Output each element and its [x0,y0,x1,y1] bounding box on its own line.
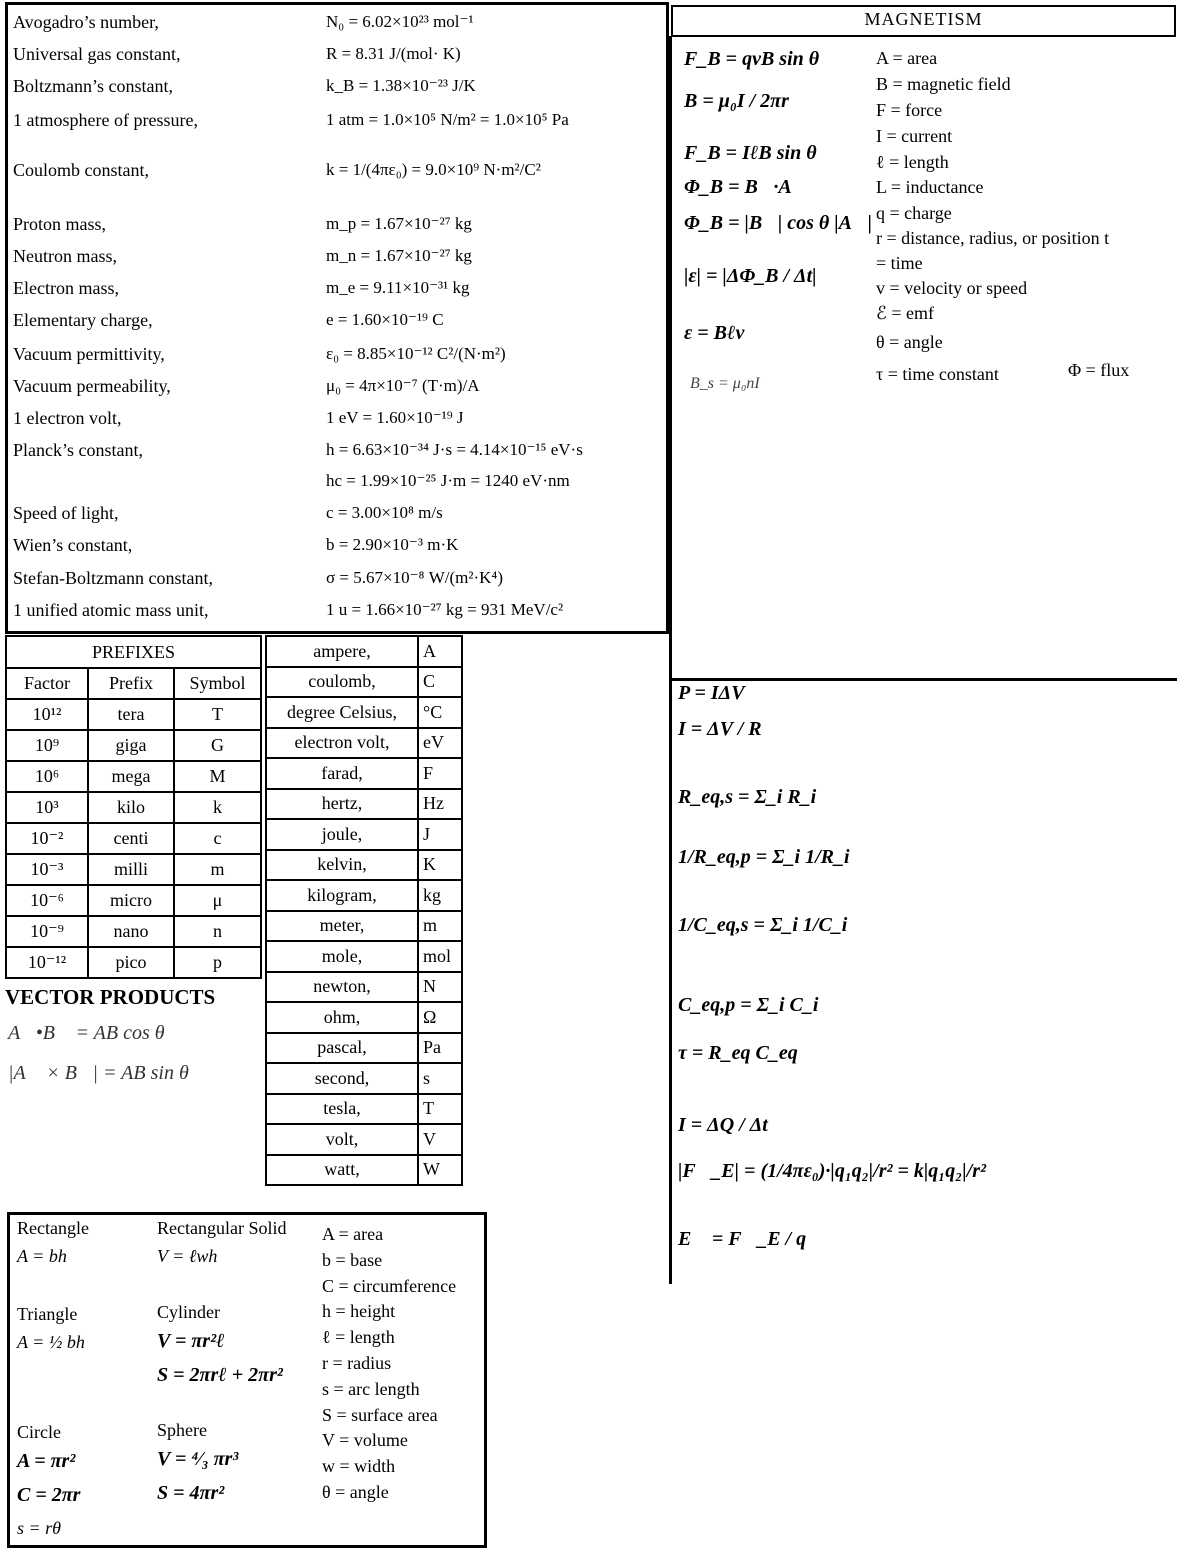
mag-eq-5: |ε| = |ΔΦ_B / Δt| [684,265,817,287]
shape-formula-5-0: V = ⁴⁄₃ πr³ [157,1448,239,1470]
geometry-var-2: C = circumference [322,1275,457,1296]
unit-row [266,972,462,1003]
unit-name-17: watt, [266,1155,418,1186]
circuit-eq-0: P = IΔV [678,682,745,704]
prefix-cell-6-0: 10⁻⁶ [6,885,88,916]
mag-eq-4: Φ_B = |B⃗| cos θ |A⃗| [684,212,872,234]
shape-name-0: Rectangle [17,1218,89,1238]
constant-name-3: 1 atmosphere of pressure, [13,110,198,130]
prefix-row [6,792,261,823]
prefix-row [6,947,261,978]
unit-name-6: joule, [266,819,418,850]
prefix-header-factor: Factor [6,668,88,699]
unit-name-7: kelvin, [266,850,418,881]
unit-symbol-17: W [418,1155,462,1186]
magnetism-bottom-rule [671,678,1177,681]
unit-name-11: newton, [266,972,418,1003]
unit-row [266,789,462,820]
mag-var-1: B = magnetic field [876,74,1011,94]
unit-symbol-12: Ω [418,1002,462,1033]
mag-var-4: ℓ = length [876,152,949,172]
mag-var-10: ℰ = emf [876,303,935,323]
prefix-cell-5-0: 10⁻³ [6,854,88,885]
prefix-cell-8-2: p [174,947,261,978]
circuit-eq-8: |F⃗_E| = (1/4πε₀)·|q₁q₂|/r² = k|q₁q₂|/r² [678,1160,986,1182]
constant-value-9: ε₀ = 8.85×10⁻¹² C²/(N·m²) [326,344,506,363]
prefix-cell-0-0: 10¹² [6,699,88,730]
unit-symbol-6: J [418,819,462,850]
constant-value-3: 1 atm = 1.0×10⁵ N/m² = 1.0×10⁵ Pa [326,110,569,129]
geometry-var-0: A = area [322,1224,384,1244]
unit-name-12: ohm, [266,1002,418,1033]
unit-row [266,880,462,911]
constant-name-2: Boltzmann’s constant, [13,76,173,96]
geometry-var-6: s = arc length [322,1378,420,1399]
prefix-cell-7-1: nano [88,916,174,947]
prefix-row [6,761,261,792]
unit-row [266,1002,462,1033]
unit-symbol-2: °C [418,697,462,728]
circuit-eq-4: 1/C_eq,s = Σ_i 1/C_i [678,914,848,936]
prefix-cell-3-0: 10³ [6,792,88,823]
constant-name-8: Elementary charge, [13,310,153,330]
units-table [265,635,463,1186]
shape-formula-1-0: V = ℓwh [157,1246,218,1266]
prefix-header-prefix: Prefix [88,668,174,699]
constant-value-0: N₀ = 6.02×10²³ mol⁻¹ [326,12,474,31]
circuit-eq-7: I = ΔQ / Δt [678,1114,768,1136]
mag-flux: Φ = flux [1068,360,1130,380]
unit-row [266,728,462,759]
mag-var-3: I = current [876,126,953,146]
unit-name-13: pascal, [266,1033,418,1064]
unit-symbol-5: Hz [418,789,462,820]
unit-row [266,1124,462,1155]
prefix-cell-0-2: T [174,699,261,730]
unit-name-4: farad, [266,758,418,789]
circuit-eq-2: R_eq,s = Σ_i R_i [678,786,817,808]
mag-eq-7: B_s = μ₀nI [690,375,760,392]
unit-name-15: tesla, [266,1094,418,1125]
shape-formula-2-0: A = ½ bh [17,1332,85,1352]
constant-name-4: Coulomb constant, [13,160,149,180]
prefix-cell-4-2: c [174,823,261,854]
shape-name-3: Cylinder [157,1302,220,1322]
geometry-var-5: r = radius [322,1353,392,1373]
unit-symbol-11: N [418,972,462,1003]
shape-name-2: Triangle [17,1304,78,1324]
prefix-cell-2-2: M [174,761,261,792]
prefix-cell-2-0: 10⁶ [6,761,88,792]
prefix-cell-8-0: 10⁻¹² [6,947,88,978]
mag-var-9: v = velocity or speed [876,278,1028,298]
constant-value-4: k = 1/(4πε₀) = 9.0×10⁹ N·m²/C² [326,160,541,179]
unit-row [266,1033,462,1064]
constant-value-15: b = 2.90×10⁻³ m·K [326,535,459,554]
mag-var-6: q = charge [876,203,952,223]
unit-name-10: mole, [266,941,418,972]
prefix-cell-2-1: mega [88,761,174,792]
prefix-cell-4-1: centi [88,823,174,854]
unit-name-3: electron volt, [266,728,418,759]
prefix-cell-7-0: 10⁻⁹ [6,916,88,947]
constant-name-11: 1 electron volt, [13,408,122,428]
unit-row [266,667,462,698]
constant-value-13: hc = 1.99×10⁻²⁵ J·m = 1240 eV·nm [326,471,570,490]
constant-value-1: R = 8.31 J/(mol· K) [326,44,461,63]
prefix-cell-3-2: k [174,792,261,823]
unit-row [266,636,462,667]
shape-formula-3-1: S = 2πrℓ + 2πr² [157,1364,283,1386]
mag-eq-1: B = μ₀I / 2πr [684,90,789,112]
unit-row [266,911,462,942]
shape-formula-5-1: S = 4πr² [157,1482,225,1504]
mag-var-7: r = distance, radius, or position t [876,228,1110,248]
magnetism-left-border [669,36,672,1284]
constant-value-6: m_n = 1.67×10⁻²⁷ kg [326,246,472,265]
prefix-cell-6-1: micro [88,885,174,916]
circuit-eq-1: I = ΔV / R [678,718,762,740]
prefix-row [6,699,261,730]
unit-row [266,850,462,881]
mag-eq-6: ε = Bℓv [684,322,745,344]
shape-name-1: Rectangular Solid [157,1218,287,1238]
unit-name-5: hertz, [266,789,418,820]
constant-value-17: 1 u = 1.66×10⁻²⁷ kg = 931 MeV/c² [326,600,564,619]
geometry-var-1: b = base [322,1249,383,1270]
unit-name-1: coulomb, [266,667,418,698]
vector-cross-product: |A⃗ × B⃗| = AB sin θ [8,1062,189,1084]
shape-formula-4-0: A = πr² [17,1450,76,1472]
unit-symbol-16: V [418,1124,462,1155]
circuit-eq-9: E⃗ = F⃗_E / q [678,1228,807,1250]
constant-value-12: h = 6.63×10⁻³⁴ J·s = 4.14×10⁻¹⁵ eV·s [326,440,583,459]
unit-name-16: volt, [266,1124,418,1155]
constant-value-14: c = 3.00×10⁸ m/s [326,503,443,522]
unit-symbol-3: eV [418,728,462,759]
mag-eq-0: F_B = qvB sin θ [684,48,820,70]
prefix-cell-3-1: kilo [88,792,174,823]
constant-name-14: Speed of light, [13,503,119,523]
constant-name-7: Electron mass, [13,278,119,298]
prefix-cell-1-2: G [174,730,261,761]
unit-symbol-0: A [418,636,462,667]
geometry-var-3: h = height [322,1301,396,1322]
prefix-cell-5-1: milli [88,854,174,885]
constant-name-5: Proton mass, [13,214,107,234]
unit-name-9: meter, [266,911,418,942]
unit-row [266,1094,462,1125]
prefix-row [6,730,261,761]
constant-name-9: Vacuum permittivity, [13,344,165,364]
circuit-eq-3: 1/R_eq,p = Σ_i 1/R_i [678,846,850,868]
prefix-cell-7-2: n [174,916,261,947]
constant-name-17: 1 unified atomic mass unit, [13,600,209,620]
constant-value-2: k_B = 1.38×10⁻²³ J/K [326,76,476,95]
mag-var-2: F = force [876,100,943,120]
unit-row [266,697,462,728]
constant-value-8: e = 1.60×10⁻¹⁹ C [326,310,444,329]
shape-formula-3-0: V = πr²ℓ [157,1330,225,1352]
geometry-var-10: θ = angle [322,1482,389,1502]
constant-name-6: Neutron mass, [13,246,117,266]
constant-name-12: Planck’s constant, [13,440,143,460]
unit-symbol-1: C [418,667,462,698]
shape-name-5: Sphere [157,1420,207,1440]
unit-name-0: ampere, [266,636,418,667]
constant-value-7: m_e = 9.11×10⁻³¹ kg [326,278,470,297]
prefix-cell-8-1: pico [88,947,174,978]
geometry-var-8: V = volume [322,1430,408,1451]
mag-eq-3: Φ_B = B⃗·A⃗ [684,176,808,198]
prefixes-title: PREFIXES [6,636,261,668]
unit-row [266,819,462,850]
prefix-row [6,854,261,885]
mag-var-8: = time [876,253,923,273]
vector-products-title: VECTOR PRODUCTS [5,985,216,1009]
constant-name-15: Wien’s constant, [13,535,133,555]
constant-value-10: μ₀ = 4π×10⁻⁷ (T·m)/A [326,376,480,395]
unit-row [266,1155,462,1186]
prefix-cell-1-1: giga [88,730,174,761]
unit-row [266,941,462,972]
constant-name-1: Universal gas constant, [13,44,181,64]
mag-var-5: L = inductance [876,177,984,197]
unit-symbol-15: T [418,1094,462,1125]
mag-var-11: θ = angle [876,332,943,352]
unit-symbol-4: F [418,758,462,789]
shape-name-4: Circle [17,1422,61,1442]
unit-symbol-7: K [418,850,462,881]
prefix-row [6,916,261,947]
prefix-cell-4-0: 10⁻² [6,823,88,854]
constant-value-11: 1 eV = 1.60×10⁻¹⁹ J [326,408,464,427]
mag-var-0: A = area [876,48,938,68]
constant-name-0: Avogadro’s number, [13,12,159,32]
shape-formula-0-0: A = bh [17,1246,67,1266]
constant-value-16: σ = 5.67×10⁻⁸ W/(m²·K⁴) [326,568,504,587]
prefixes-table [5,635,262,979]
prefix-cell-5-2: m [174,854,261,885]
unit-symbol-13: Pa [418,1033,462,1064]
prefix-cell-6-2: μ [174,885,261,916]
unit-name-14: second, [266,1063,418,1094]
mag-var-12: τ = time constant [876,364,999,384]
vector-dot-product: A⃗•B⃗ = AB cos θ [8,1022,165,1044]
shape-formula-4-2: s = rθ [17,1518,61,1538]
geometry-var-9: w = width [322,1456,396,1477]
unit-name-8: kilogram, [266,880,418,911]
prefix-cell-0-1: tera [88,699,174,730]
circuit-eq-6: τ = R_eq C_eq [678,1042,798,1064]
prefix-row [6,823,261,854]
unit-row [266,1063,462,1094]
unit-row [266,758,462,789]
unit-symbol-8: kg [418,880,462,911]
circuit-eq-5: C_eq,p = Σ_i C_i [678,994,819,1016]
geometry-var-7: S = surface area [322,1404,438,1425]
prefix-cell-1-0: 10⁹ [6,730,88,761]
mag-eq-2: F_B = IℓB sin θ [684,142,817,164]
unit-symbol-9: m [418,911,462,942]
prefix-header-symbol: Symbol [174,668,261,699]
unit-symbol-10: mol [418,941,462,972]
prefix-row [6,885,261,916]
constant-name-16: Stefan-Boltzmann constant, [13,568,213,588]
constant-value-5: m_p = 1.67×10⁻²⁷ kg [326,214,472,233]
shape-formula-4-1: C = 2πr [17,1484,81,1506]
unit-name-2: degree Celsius, [266,697,418,728]
geometry-var-4: ℓ = length [322,1327,395,1348]
constant-name-10: Vacuum permeability, [13,376,171,396]
unit-symbol-14: s [418,1063,462,1094]
magnetism-title: MAGNETISM [864,9,983,29]
